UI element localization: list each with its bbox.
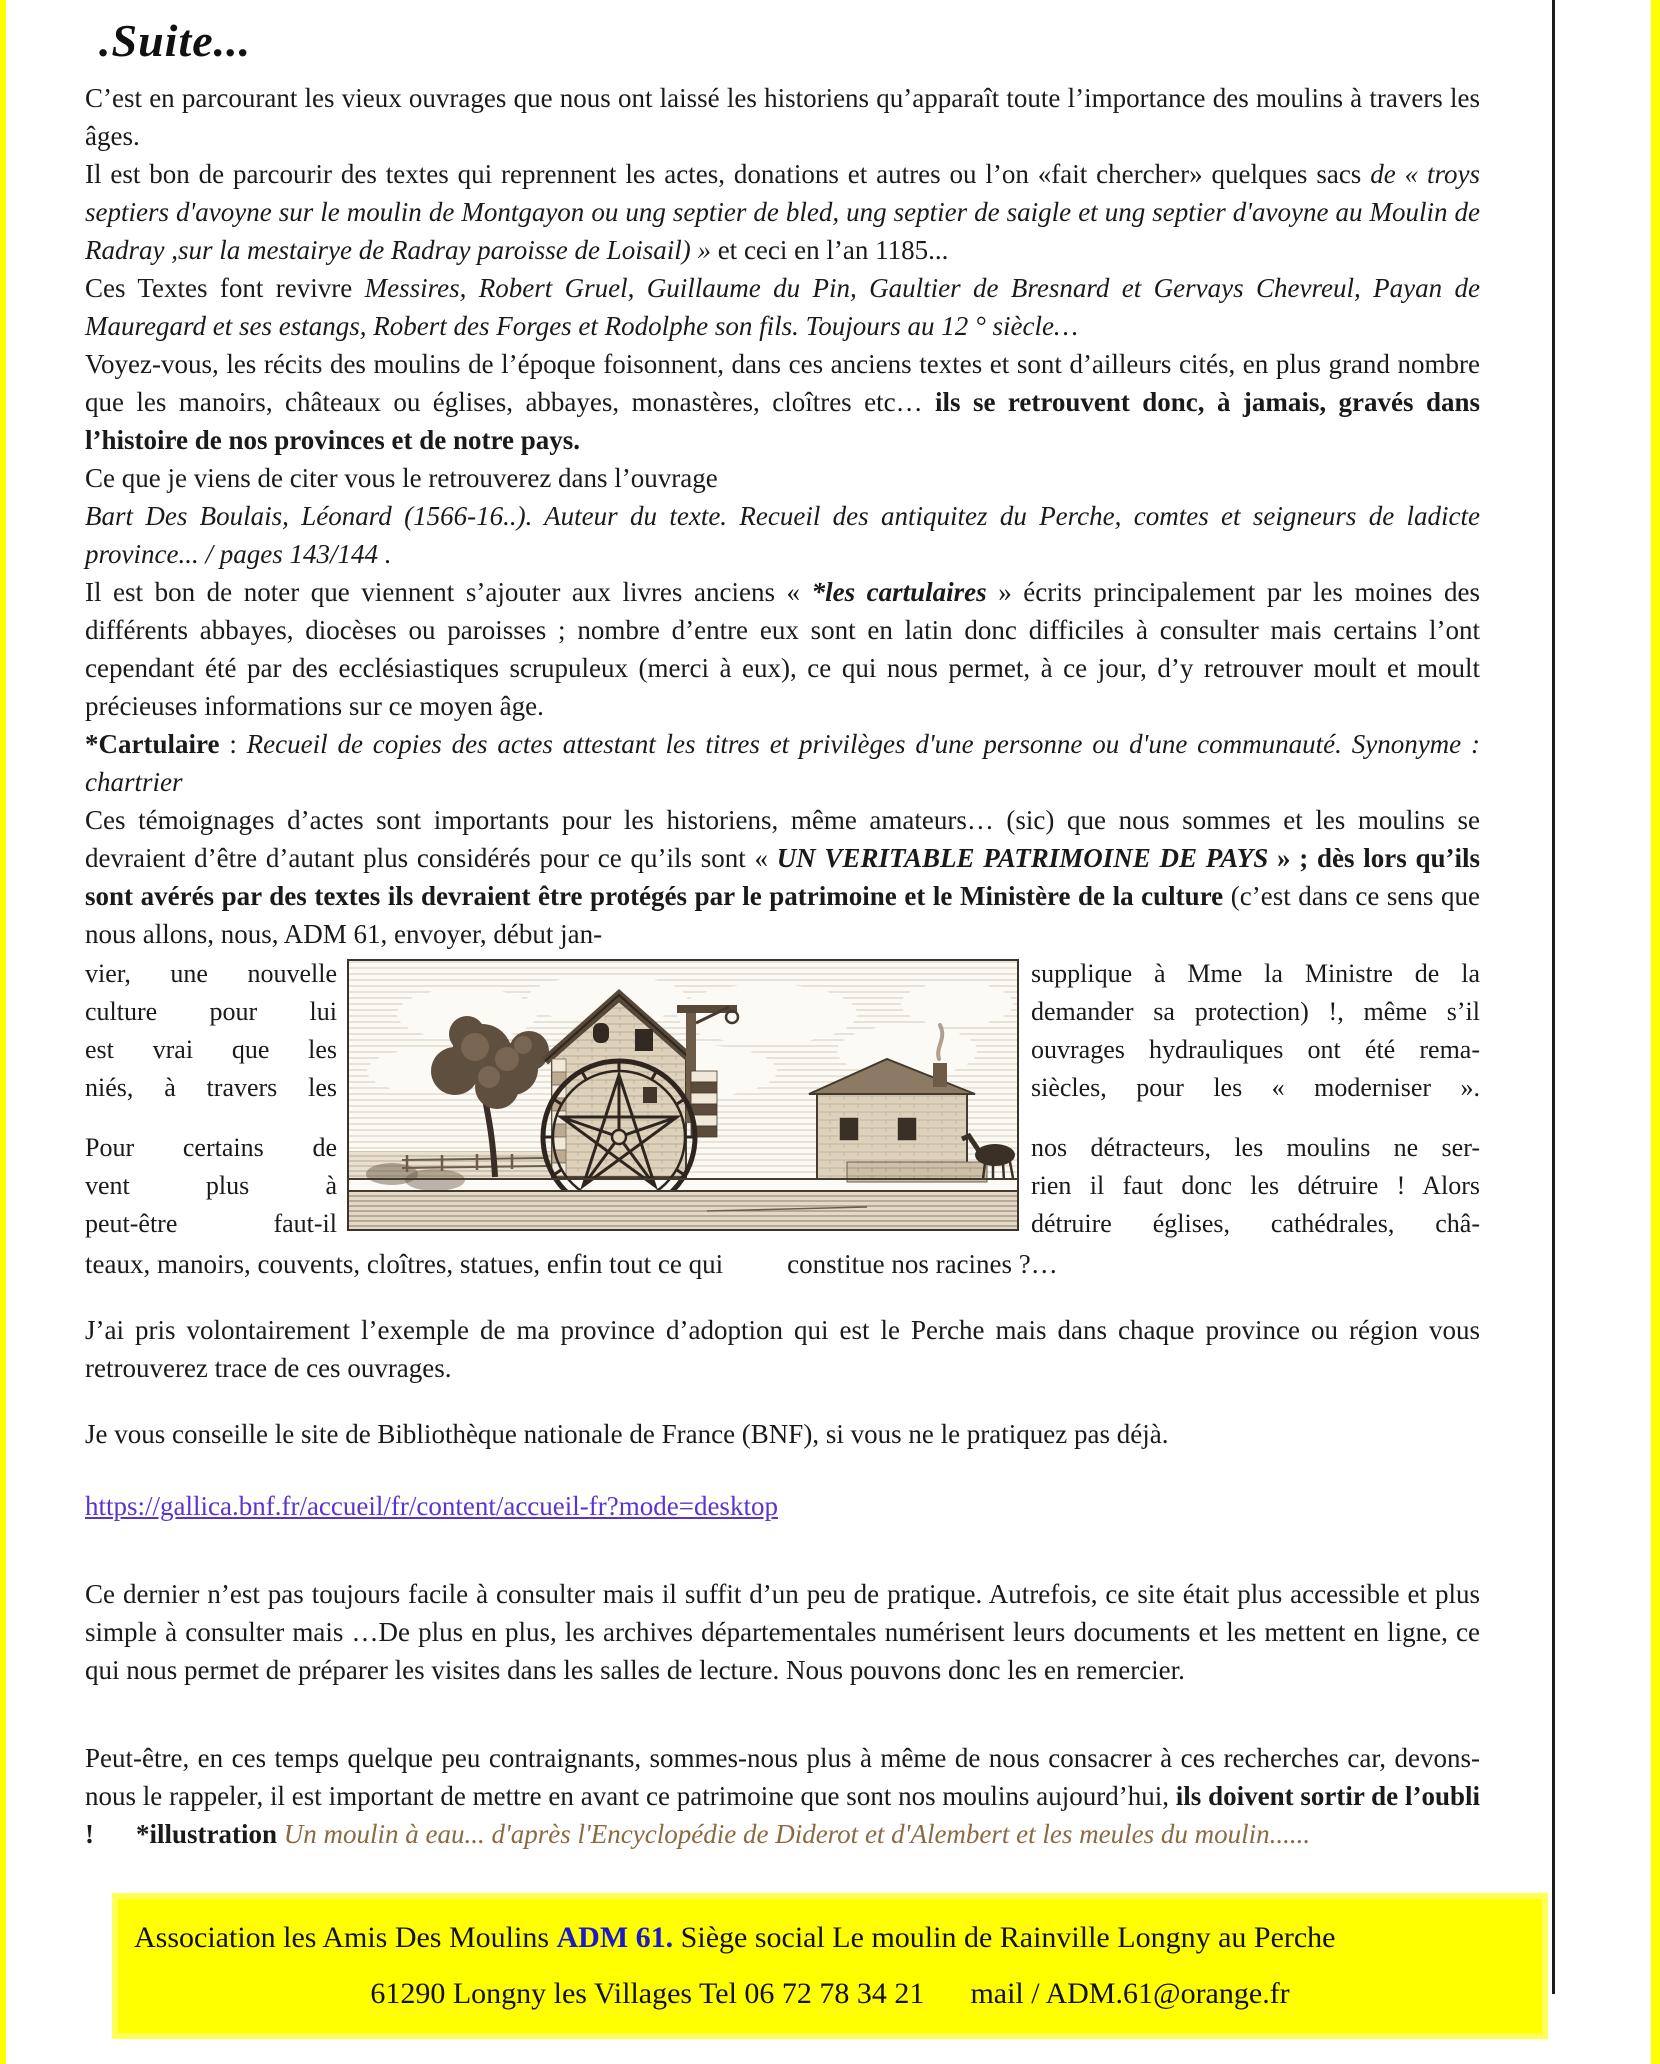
text-line: demander sa protection) !, même s’il [1031,997,1480,1026]
text-line: Pour certains de [85,1133,337,1162]
page-left-edge [0,0,6,2064]
text-line: vent plus à [85,1171,337,1200]
paragraph: Peut-être, en ces temps quelque peu contraignants, sommes-nous plus à même de nous consacrer à ces recherches car, devons-nous le rappeler, il est important de mettre en avant ce patrimoine que sont nos moulins aujourd’hui, ils doivent sortir de l’oubli ! *illustration Un moulin à eau... d'après l'Encyclopédie de Diderot et d'Alembert et les meules du moulin...... [85,1743,1480,1849]
page-title: .Suite... [99,15,252,66]
text-line: culture pour lui [85,997,337,1026]
banner-line-2: 61290 Longny les Villages Tel 06 72 78 34 21 mail / ADM.61@orange.fr [370,1977,1290,2010]
text-line [1031,1107,1480,1129]
document-body [85,14,1480,1853]
text-line: supplique à Mme la Ministre de la [1031,959,1480,988]
text-line [85,1107,337,1129]
text-line: détruire églises, cathédrales, châ- [1031,1209,1480,1238]
wrap-right-column [1031,955,1480,1243]
paragraph: Ce dernier n’est pas toujours facile à consulter mais il suffit d’un peu de pratique. Autrefois, ce site était plus accessible et plus simple à consulter mais …De plus en plus, les archives départementales numérisent leurs documents et les mettent en ligne, ce qui nous permet de préparer les visites dans les salles de lecture. Nous pouvons donc les en remercier. [85,1579,1480,1685]
text-line: niés, à travers les [85,1073,337,1102]
wrap-left-column [85,955,337,1243]
after-wrap-line: teaux, manoirs, couvents, cloîtres, statues, enfin tout ce qui constitue nos racines ?… [85,1249,1058,1279]
link-row [85,1487,1480,1525]
footer-banner [112,1893,1548,2039]
text-line: peut-être faut-il [85,1209,337,1238]
text-line: vier, une nouvelle [85,959,337,988]
paragraph: Voyez-vous, les récits des moulins de l’époque foisonnent, dans ces anciens textes et sont d’ailleurs cités, en plus grand nombre que les manoirs, châteaux ou églises, abbayes, monastères, cloîtres etc… ils se retrouvent donc, à jamais, gravés dans l’histoire de nos provinces et de notre pays. [85,349,1480,455]
image-wrap-section [85,955,1480,1243]
paragraph: Ces Textes font revivre Messires, Robert Gruel, Guillaume du Pin, Gaultier de Bresnard et Gervays Chevreul, Payan de Mauregard et ses estangs, Robert des Forges et Rodolphe son fils. Toujours au 12 ° siècle… [85,273,1480,341]
paragraph: Il est bon de parcourir des textes qui reprennent les actes, donations et autres ou l’on «fait chercher» quelques sacs de « troys septiers d'avoyne sur le moulin de Montgayon ou ung septier de bled, ung septier de saigle et ung septier d'avoyne au Moulin de Radray ,sur la mestairye de Radray paroisse de Loisail) » et ceci en l’an 1185... [85,159,1480,265]
text-line: siècles, pour les « moderniser ». [1031,1073,1480,1102]
paragraph: Il est bon de noter que viennent s’ajouter aux livres anciens « *les cartulaires » écrits principalement par les moines des différents abbayes, diocèses ou paroisses ; nombre d’entre eux sont en latin donc difficiles à consulter mais certains l’ont cependant été par des ecclésiastiques scrupuleux (merci à eux), ce qui nous permet, à ce jour, d’y retrouver moult et moult précieuses informations sur ce moyen âge. [85,577,1480,721]
paragraph: J’ai pris volontairement l’exemple de ma province d’adoption qui est le Perche mais dans chaque province ou région vous retrouverez trace de ces ouvrages. [85,1315,1480,1383]
paragraph: Ce que je viens de citer vous le retrouverez dans l’ouvrage [85,463,718,493]
paragraph: Bart Des Boulais, Léonard (1566-16..). Auteur du texte. Recueil des antiquitez du Perche, comtes et seigneurs de ladicte province... / pages 143/144 . [85,501,1480,569]
text-line: nos détracteurs, les moulins ne ser- [1031,1133,1480,1162]
gallica-link[interactable]: https://gallica.bnf.fr/accueil/fr/content/accueil-fr?mode=desktop [85,1491,778,1521]
bottom-paragraphs [85,1575,1480,1853]
top-paragraphs [85,79,1480,953]
page-right-edge [1651,0,1660,2064]
mill-engraving-illustration [347,959,1019,1231]
text-line: ouvrages hydrauliques ont été rema- [1031,1035,1480,1064]
paragraph: Ces témoignages d’actes sont importants pour les historiens, même amateurs… (sic) que nous sommes et les moulins se devraient d’être d’autant plus considérés pour ce qu’ils sont « UN VERITABLE PATRIMOINE DE PAYS » ; dès lors qu’ils sont avérés par des textes ils devraient être protégés par le patrimoine et le Ministère de la culture (c’est dans ce sens que nous allons, nous, ADM 61, envoyer, début jan- [85,805,1480,949]
paragraph: C’est en parcourant les vieux ouvrages que nous ont laissé les historiens qu’apparaît toute l’importance des moulins à travers les âges. [85,83,1480,151]
mid-paragraphs [85,1311,1480,1453]
paragraph: Je vous conseille le site de Bibliothèque nationale de France (BNF), si vous ne le pratiquez pas déjà. [85,1419,1169,1449]
banner-line-1: Association les Amis Des Moulins ADM 61. Siège social Le moulin de Rainville Longny au Perche [134,1921,1336,1954]
page-right-rule [1552,0,1555,1994]
paragraph: *Cartulaire : Recueil de copies des actes attestant les titres et privilèges d'une personne ou d'une communauté. Synonyme : chartrier [85,729,1480,797]
text-line: est vrai que les [85,1035,337,1064]
text-line: rien il faut donc les détruire ! Alors [1031,1171,1480,1200]
